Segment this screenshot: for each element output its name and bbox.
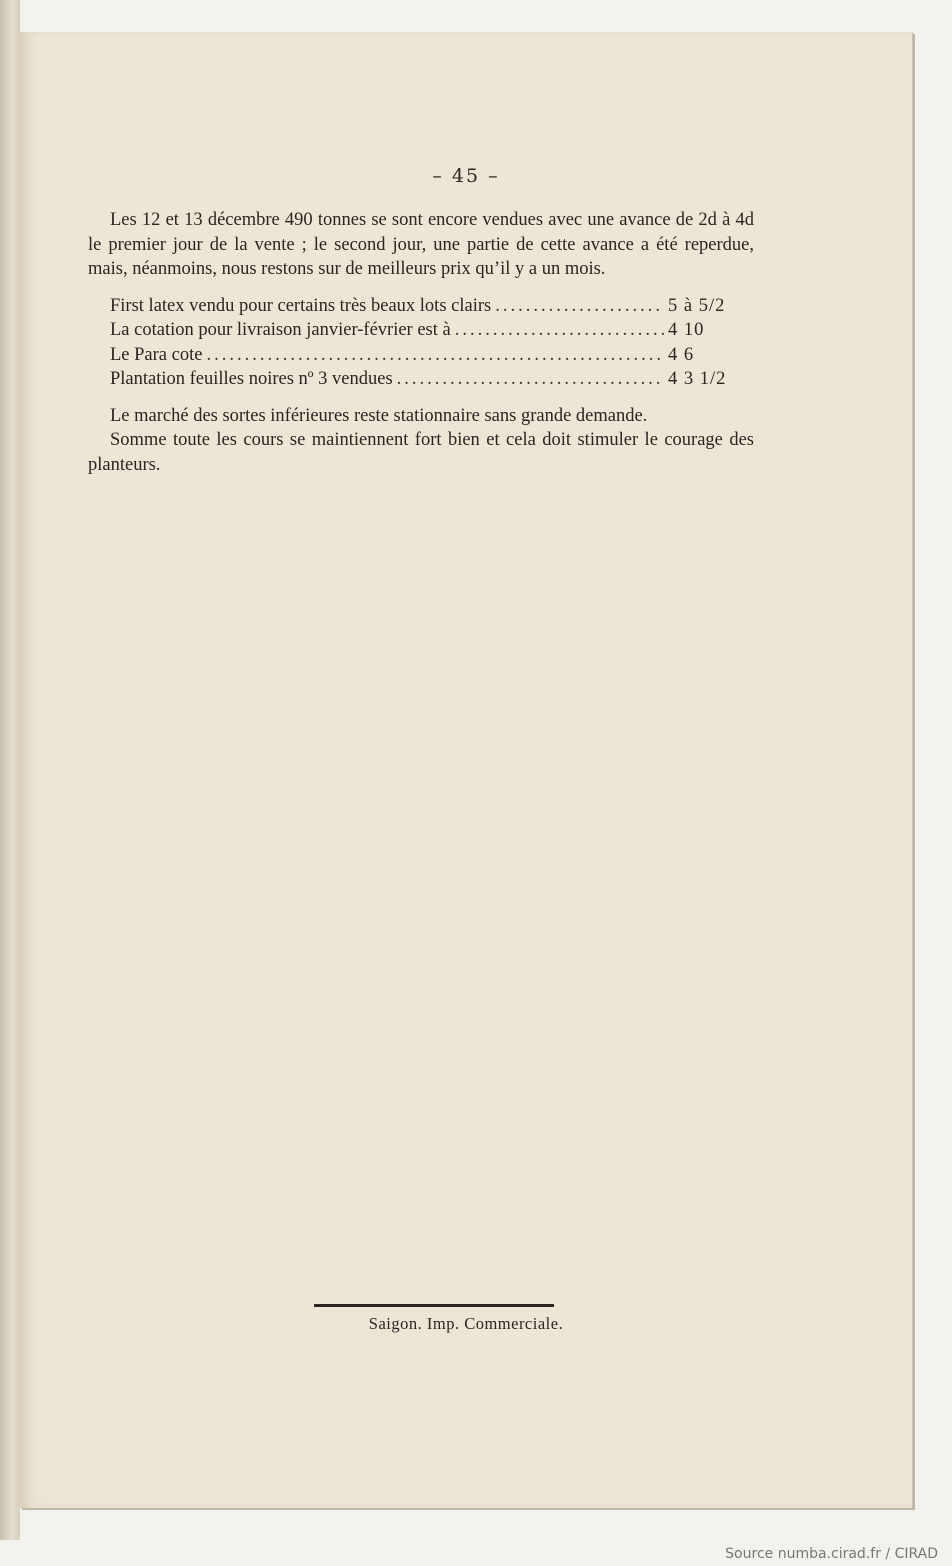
leader-dots <box>397 367 664 392</box>
price-label: First latex vendu pour certains très beaux lots clairs <box>110 295 492 316</box>
leader-dots <box>455 318 664 343</box>
leader-dots <box>495 294 664 319</box>
book-spine-edge <box>0 0 20 1540</box>
price-row <box>110 318 754 343</box>
paragraph-conclusion: Somme toute les cours se maintiennent fort bien et cela doit stimuler le courage des planteurs. <box>88 430 754 475</box>
source-caption: Source numba.cirad.fr / CIRAD <box>725 1546 938 1562</box>
body-text <box>88 208 754 477</box>
document-page <box>20 32 913 1508</box>
price-label: Plantation feuilles noires nº 3 vendues <box>110 369 393 389</box>
price-value: 4 10 <box>668 320 705 340</box>
price-value: 4 3 1/2 <box>668 369 727 389</box>
price-row <box>110 367 754 392</box>
price-label: Le Para cote <box>110 344 203 365</box>
price-value: 5 à 5/2 <box>668 295 726 316</box>
paragraph-sales: Les 12 et 13 décembre 490 tonnes se sont encore vendues avec une avance de 2d à 4d le premier jour de la vente ; le second jour, une partie de cette avance a été reperdue, mais, néanmoins, nous restons sur de meilleurs prix qu’il y a un mois. <box>88 210 754 279</box>
paragraph-market: Le marché des sortes inférieures reste stationnaire sans grande demande. <box>110 405 648 426</box>
printer-imprint: Saigon. Imp. Commerciale. <box>368 1314 564 1333</box>
leader-dots <box>206 343 664 368</box>
price-value: 4 6 <box>668 344 695 365</box>
page-number: – 45 – <box>432 165 500 187</box>
price-label: La cotation pour livraison janvier-février est à <box>110 320 451 340</box>
imprint-rule <box>314 1304 554 1307</box>
price-row <box>110 294 754 319</box>
price-list <box>110 294 754 392</box>
price-row <box>110 343 754 368</box>
